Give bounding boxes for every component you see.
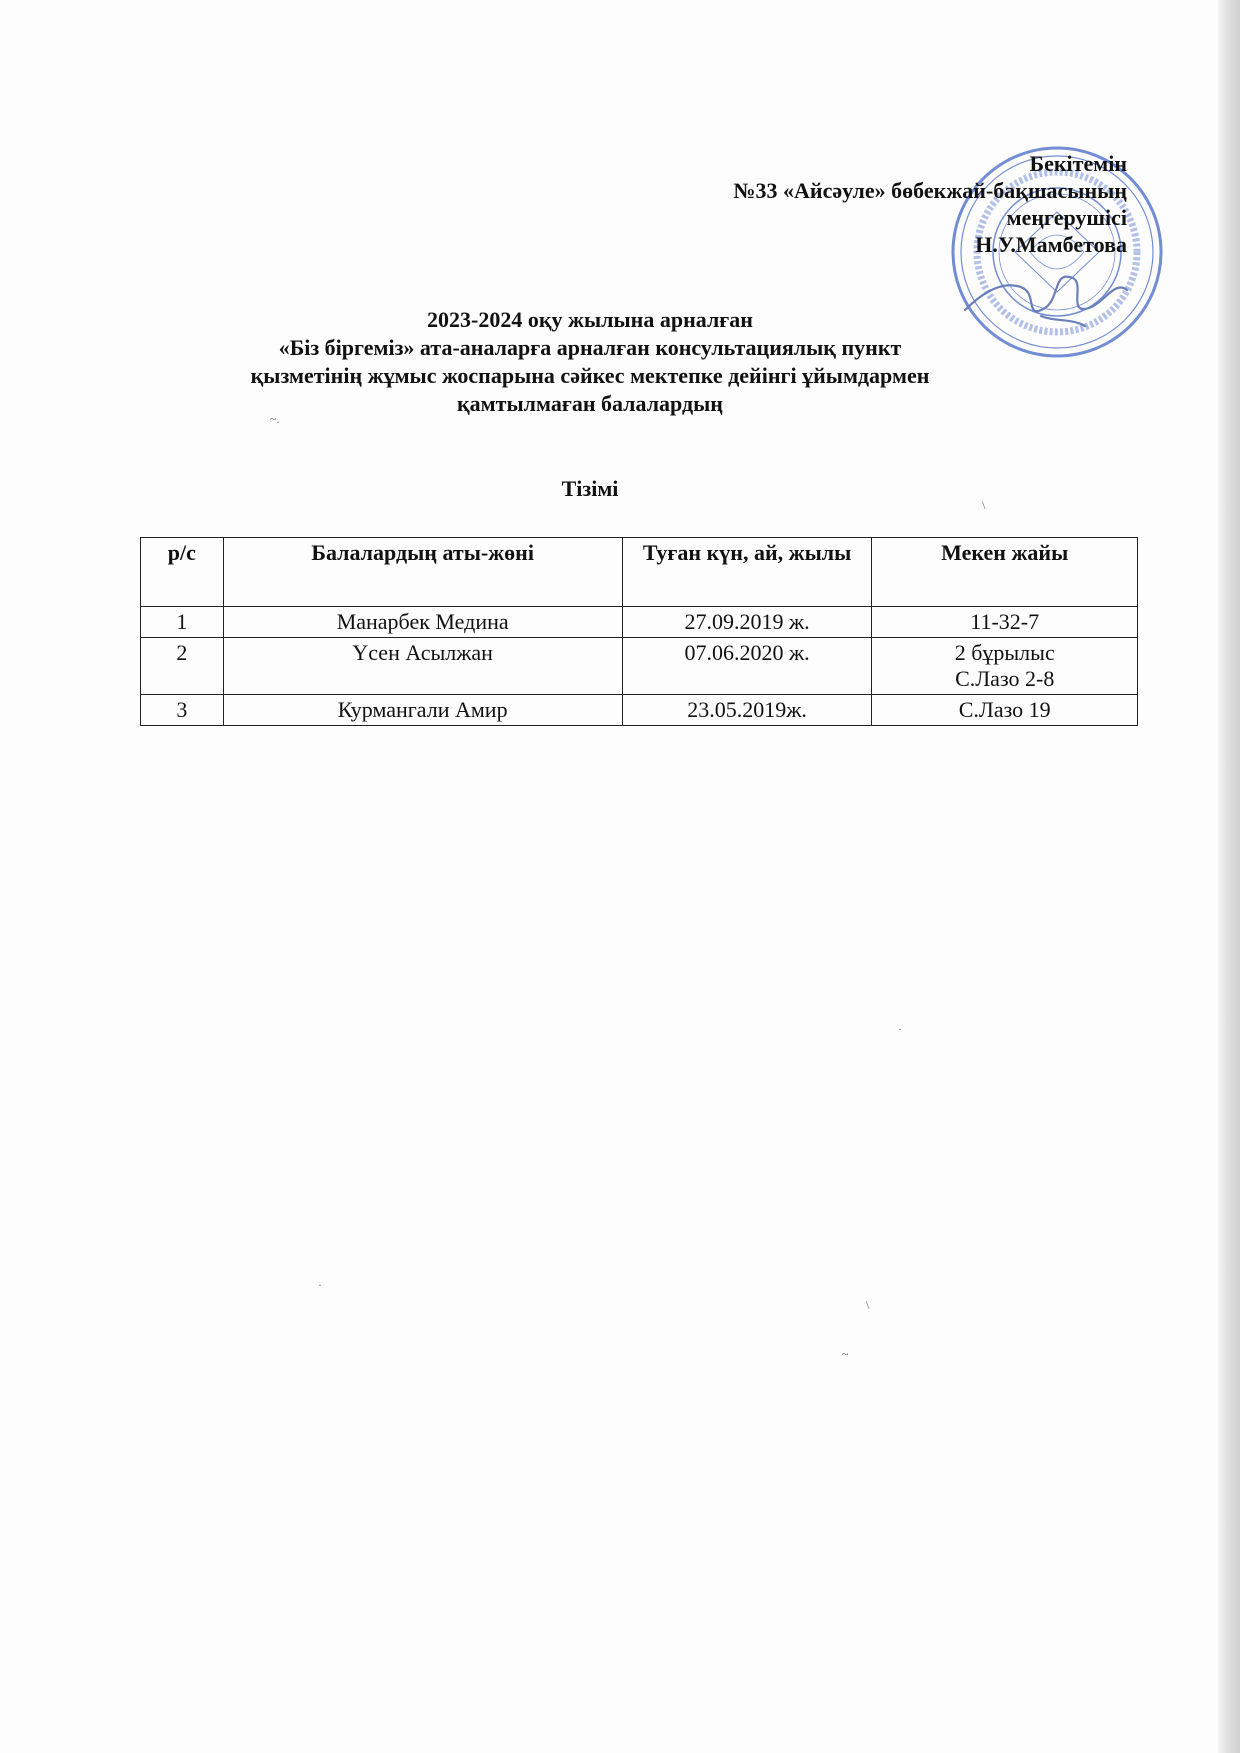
heading-line-3: қызметінің жұмыс жоспарына сәйкес мектепке дейінгі ұйымдармен xyxy=(250,363,930,388)
address-line: 2 бұрылыс xyxy=(954,640,1055,665)
scan-speck: ~ xyxy=(842,1347,849,1361)
approval-block xyxy=(427,150,1127,258)
row-number: 3 xyxy=(141,695,224,726)
address-line: С.Лазо 2-8 xyxy=(955,666,1055,691)
scan-speck: ~. xyxy=(270,412,280,426)
birth-date: 27.09.2019 ж. xyxy=(622,607,872,638)
heading-line-2: «Біз біргеміз» ата-аналарға арналған консультациялық пункт xyxy=(278,335,902,360)
table-header-row xyxy=(141,538,1138,607)
header-address: Мекен жайы xyxy=(872,538,1138,607)
address xyxy=(872,638,1138,695)
approval-signatory: Н.У.Мамбетова xyxy=(975,232,1127,257)
approval-position: меңгерушісі xyxy=(1006,205,1127,230)
child-name: Үсен Асылжан xyxy=(223,638,622,695)
heading-line-4: қамтылмаған балалардың xyxy=(457,391,723,416)
header-birth-date: Туған күн, ай, жылы xyxy=(622,538,872,607)
approval-label: Бекітемін xyxy=(1029,151,1127,176)
children-table xyxy=(140,537,1138,726)
heading-line-1: 2023-2024 оқу жылына арналған xyxy=(427,307,753,332)
approval-organization: №33 «Айсәуле» бөбекжай-бақшасының xyxy=(733,178,1127,203)
document-heading xyxy=(140,306,1040,418)
address-line: 11-32-7 xyxy=(970,609,1040,634)
header-number: р/с xyxy=(141,538,224,607)
table-row xyxy=(141,607,1138,638)
row-number: 2 xyxy=(141,638,224,695)
scan-speck: · xyxy=(898,1022,902,1036)
address-line: С.Лазо 19 xyxy=(958,697,1051,722)
scan-speck: \ xyxy=(982,498,986,512)
scan-speck: · xyxy=(318,1278,322,1292)
birth-date: 23.05.2019ж. xyxy=(622,695,872,726)
scan-edge xyxy=(1218,0,1240,1753)
address xyxy=(872,607,1138,638)
scan-speck: \ xyxy=(866,1298,870,1312)
list-title: Тізімі xyxy=(561,476,619,501)
table-row xyxy=(141,695,1138,726)
header-name: Балалардың аты-жөні xyxy=(223,538,622,607)
child-name: Манарбек Медина xyxy=(223,607,622,638)
birth-date: 07.06.2020 ж. xyxy=(622,638,872,695)
row-number: 1 xyxy=(141,607,224,638)
table-row xyxy=(141,638,1138,695)
address xyxy=(872,695,1138,726)
child-name: Курмангали Амир xyxy=(223,695,622,726)
